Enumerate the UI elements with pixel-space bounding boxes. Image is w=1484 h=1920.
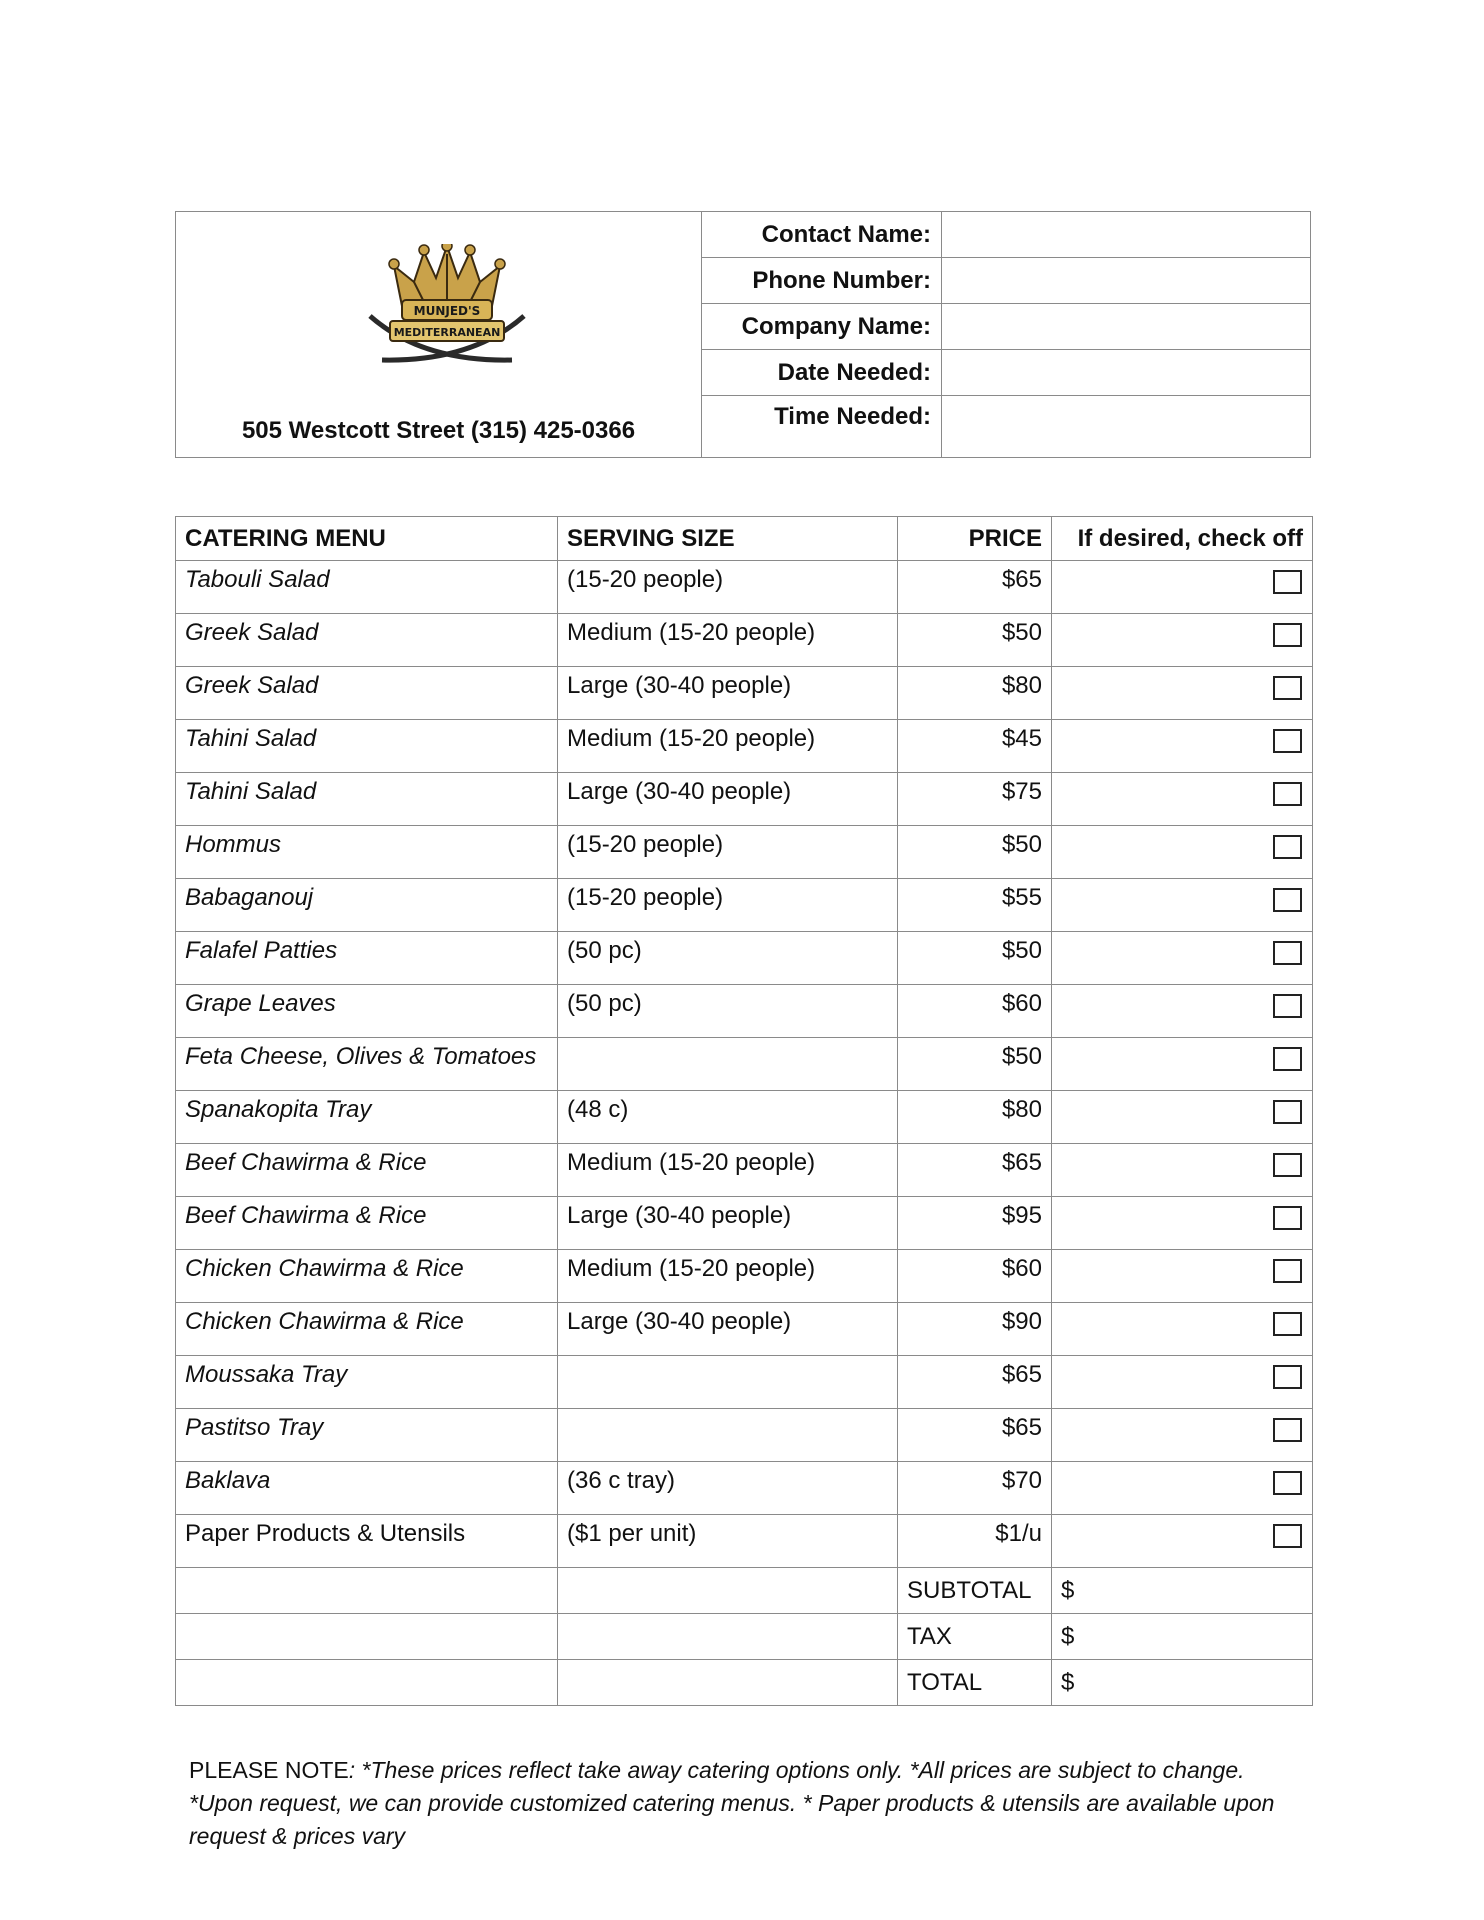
empty-cell <box>558 1568 898 1614</box>
item-serving-size: (15-20 people) <box>558 561 898 614</box>
item-serving-size: Medium (15-20 people) <box>558 1144 898 1197</box>
item-serving-size: ($1 per unit) <box>558 1515 898 1568</box>
table-row <box>176 932 1313 985</box>
item-serving-size <box>558 1356 898 1409</box>
check-off-checkbox[interactable] <box>1273 1418 1302 1442</box>
item-check-cell <box>1052 1409 1313 1462</box>
item-price: $95 <box>898 1197 1052 1250</box>
item-serving-size: Large (30-40 people) <box>558 667 898 720</box>
item-check-cell <box>1052 932 1313 985</box>
table-row <box>176 1356 1313 1409</box>
phone-number-field[interactable] <box>942 258 1310 304</box>
item-check-cell <box>1052 1038 1313 1091</box>
table-row <box>176 985 1313 1038</box>
item-check-cell <box>1052 1197 1313 1250</box>
check-off-checkbox[interactable] <box>1273 994 1302 1018</box>
item-serving-size: Large (30-40 people) <box>558 1303 898 1356</box>
item-serving-size: Large (30-40 people) <box>558 773 898 826</box>
column-header-check-off: If desired, check off <box>1052 517 1313 561</box>
totals-label: TAX <box>898 1614 1052 1660</box>
item-price: $70 <box>898 1462 1052 1515</box>
item-price: $65 <box>898 1409 1052 1462</box>
item-name: Greek Salad <box>176 667 558 720</box>
order-header <box>175 211 1311 458</box>
item-price: $50 <box>898 826 1052 879</box>
item-serving-size: Medium (15-20 people) <box>558 614 898 667</box>
check-off-checkbox[interactable] <box>1273 1100 1302 1124</box>
item-check-cell <box>1052 879 1313 932</box>
table-row <box>176 879 1313 932</box>
table-row <box>176 720 1313 773</box>
item-price: $50 <box>898 614 1052 667</box>
restaurant-logo <box>362 244 532 369</box>
company-name-field[interactable] <box>942 304 1310 350</box>
item-check-cell <box>1052 1515 1313 1568</box>
check-off-checkbox[interactable] <box>1273 835 1302 859</box>
table-row <box>176 1197 1313 1250</box>
item-name: Babaganouj <box>176 879 558 932</box>
item-price: $80 <box>898 1091 1052 1144</box>
item-check-cell <box>1052 614 1313 667</box>
restaurant-address: 505 Westcott Street (315) 425-0366 <box>241 417 636 444</box>
check-off-checkbox[interactable] <box>1273 1365 1302 1389</box>
item-check-cell <box>1052 773 1313 826</box>
totals-value[interactable]: $ <box>1052 1660 1313 1706</box>
check-off-checkbox[interactable] <box>1273 941 1302 965</box>
item-serving-size: (36 c tray) <box>558 1462 898 1515</box>
item-name: Paper Products & Utensils <box>176 1515 558 1568</box>
item-check-cell <box>1052 1144 1313 1197</box>
item-name: Hommus <box>176 826 558 879</box>
company-name-label: Company Name: <box>702 304 941 350</box>
item-price: $50 <box>898 932 1052 985</box>
empty-cell <box>176 1660 558 1706</box>
item-serving-size <box>558 1038 898 1091</box>
item-check-cell <box>1052 1462 1313 1515</box>
check-off-checkbox[interactable] <box>1273 1524 1302 1548</box>
column-header-menu: CATERING MENU <box>176 517 558 561</box>
item-price: $1/u <box>898 1515 1052 1568</box>
table-row <box>176 1144 1313 1197</box>
item-serving-size: Medium (15-20 people) <box>558 1250 898 1303</box>
check-off-checkbox[interactable] <box>1273 676 1302 700</box>
item-price: $80 <box>898 667 1052 720</box>
item-price: $65 <box>898 1356 1052 1409</box>
item-check-cell <box>1052 985 1313 1038</box>
item-check-cell <box>1052 561 1313 614</box>
table-row <box>176 561 1313 614</box>
item-check-cell <box>1052 667 1313 720</box>
item-name: Moussaka Tray <box>176 1356 558 1409</box>
check-off-checkbox[interactable] <box>1273 623 1302 647</box>
check-off-checkbox[interactable] <box>1273 1047 1302 1071</box>
totals-label: TOTAL <box>898 1660 1052 1706</box>
contact-labels <box>702 212 942 457</box>
totals-label: SUBTOTAL <box>898 1568 1052 1614</box>
item-check-cell <box>1052 1091 1313 1144</box>
item-price: $90 <box>898 1303 1052 1356</box>
check-off-checkbox[interactable] <box>1273 729 1302 753</box>
item-name: Falafel Patties <box>176 932 558 985</box>
please-note <box>189 1754 1309 1853</box>
check-off-checkbox[interactable] <box>1273 1153 1302 1177</box>
item-check-cell <box>1052 826 1313 879</box>
item-name: Beef Chawirma & Rice <box>176 1144 558 1197</box>
table-row <box>176 1250 1313 1303</box>
column-header-serving-size: SERVING SIZE <box>558 517 898 561</box>
check-off-checkbox[interactable] <box>1273 1206 1302 1230</box>
item-name: Baklava <box>176 1462 558 1515</box>
item-serving-size: (15-20 people) <box>558 879 898 932</box>
contact-name-field[interactable] <box>942 212 1310 258</box>
table-row <box>176 1409 1313 1462</box>
item-check-cell <box>1052 720 1313 773</box>
item-price: $50 <box>898 1038 1052 1091</box>
item-serving-size: (48 c) <box>558 1091 898 1144</box>
catering-menu-table <box>175 516 1313 1706</box>
item-name: Grape Leaves <box>176 985 558 1038</box>
logo-cell <box>176 212 702 457</box>
phone-number-label: Phone Number: <box>702 258 941 304</box>
table-row <box>176 1091 1313 1144</box>
item-price: $65 <box>898 1144 1052 1197</box>
item-name: Spanakopita Tray <box>176 1091 558 1144</box>
item-serving-size: Large (30-40 people) <box>558 1197 898 1250</box>
item-price: $75 <box>898 773 1052 826</box>
check-off-checkbox[interactable] <box>1273 570 1302 594</box>
check-off-checkbox[interactable] <box>1273 782 1302 806</box>
table-row <box>176 1515 1313 1568</box>
table-row <box>176 773 1313 826</box>
item-price: $60 <box>898 1250 1052 1303</box>
totals-value[interactable]: $ <box>1052 1568 1313 1614</box>
item-name: Pastitso Tray <box>176 1409 558 1462</box>
item-name: Tahini Salad <box>176 773 558 826</box>
column-header-price: PRICE <box>898 517 1052 561</box>
time-needed-label: Time Needed: <box>774 403 931 430</box>
item-serving-size: Medium (15-20 people) <box>558 720 898 773</box>
item-price: $65 <box>898 561 1052 614</box>
empty-cell <box>558 1660 898 1706</box>
totals-row <box>176 1660 1313 1706</box>
totals-row <box>176 1568 1313 1614</box>
logo-text-bottom: MEDITERRANEAN <box>393 326 501 339</box>
check-off-checkbox[interactable] <box>1273 1471 1302 1495</box>
time-needed-field[interactable] <box>942 396 1310 457</box>
contact-values <box>942 212 1310 457</box>
table-row <box>176 1462 1313 1515</box>
item-name: Beef Chawirma & Rice <box>176 1197 558 1250</box>
date-needed-field[interactable] <box>942 350 1310 396</box>
check-off-checkbox[interactable] <box>1273 1312 1302 1336</box>
item-name: Chicken Chawirma & Rice <box>176 1303 558 1356</box>
item-name: Greek Salad <box>176 614 558 667</box>
item-name: Feta Cheese, Olives & Tomatoes <box>176 1038 558 1091</box>
item-serving-size: (15-20 people) <box>558 826 898 879</box>
item-check-cell <box>1052 1303 1313 1356</box>
item-name: Chicken Chawirma & Rice <box>176 1250 558 1303</box>
contact-name-label: Contact Name: <box>702 212 941 258</box>
table-row <box>176 667 1313 720</box>
item-name: Tahini Salad <box>176 720 558 773</box>
check-off-checkbox[interactable] <box>1273 1259 1302 1283</box>
totals-row <box>176 1614 1313 1660</box>
item-price: $55 <box>898 879 1052 932</box>
empty-cell <box>176 1614 558 1660</box>
item-name: Tabouli Salad <box>176 561 558 614</box>
check-off-checkbox[interactable] <box>1273 888 1302 912</box>
item-check-cell <box>1052 1250 1313 1303</box>
table-row <box>176 614 1313 667</box>
item-serving-size <box>558 1409 898 1462</box>
item-serving-size: (50 pc) <box>558 932 898 985</box>
item-price: $60 <box>898 985 1052 1038</box>
note-body: : *These prices reflect take away catering options only. *All prices are subject to change. *Upon request, we can provide customized catering menus. * Paper products & utensils are available upon request & prices vary <box>189 1757 1275 1849</box>
empty-cell <box>558 1614 898 1660</box>
date-needed-label: Date Needed: <box>702 350 941 396</box>
table-row <box>176 1303 1313 1356</box>
logo-text-top: MUNJED'S <box>413 304 481 318</box>
empty-cell <box>176 1568 558 1614</box>
item-check-cell <box>1052 1356 1313 1409</box>
table-row <box>176 1038 1313 1091</box>
totals-value[interactable]: $ <box>1052 1614 1313 1660</box>
item-price: $45 <box>898 720 1052 773</box>
item-serving-size: (50 pc) <box>558 985 898 1038</box>
note-lead: PLEASE NOTE <box>189 1757 349 1783</box>
table-header-row <box>176 517 1313 561</box>
table-row <box>176 826 1313 879</box>
